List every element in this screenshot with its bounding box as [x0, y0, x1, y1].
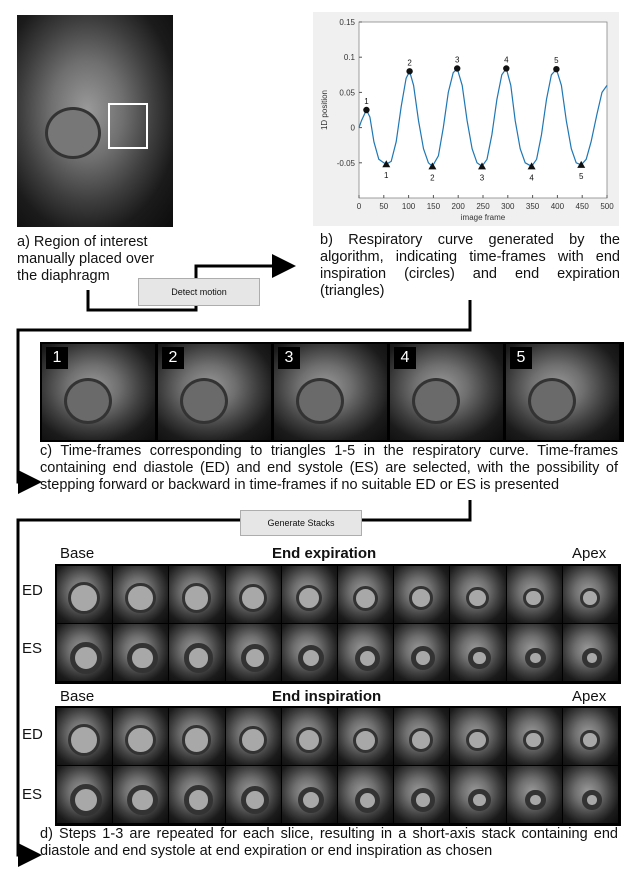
y-tick-label: 0 — [350, 123, 355, 133]
inspiration-marker — [454, 65, 460, 71]
heart-shape — [296, 585, 322, 611]
inspiration-es-slice — [450, 766, 506, 824]
inspiration-label: 2 — [407, 58, 412, 68]
time-frame-4[interactable] — [390, 344, 503, 440]
expiration-label: 4 — [529, 173, 534, 183]
heart-shape — [68, 582, 100, 614]
inspiration-label: 5 — [554, 56, 559, 66]
y-tick-label: -0.05 — [336, 158, 355, 168]
inspiration-ed-slice — [113, 708, 169, 766]
panel-c-caption: c) Time-frames corresponding to triangles 1-5 in the respiratory curve. Time-frames containing end diastole (ED) and end systole (ES) are selected, with the possibility of stepping forward or backward in time-frames if no suitable ED or ES is presented — [40, 443, 618, 493]
heart-shape — [412, 378, 460, 424]
heart-shape — [125, 725, 156, 756]
time-frame-number: 2 — [162, 347, 184, 369]
heart-shape — [353, 728, 378, 753]
expiration-es-slice — [394, 624, 450, 682]
expiration-ed-slice — [282, 566, 338, 624]
heart-shape — [184, 785, 213, 814]
inspiration-ed-slice — [226, 708, 282, 766]
heart-shape — [580, 730, 599, 749]
inspiration-ed-slice — [57, 708, 113, 766]
generate-stacks-button[interactable]: Generate Stacks — [240, 510, 362, 536]
expiration-ed-label: ED — [22, 582, 43, 599]
expiration-es-slice — [563, 624, 619, 682]
heart-shape — [182, 583, 211, 612]
heart-shape — [468, 789, 490, 811]
inspiration-title: End inspiration — [272, 688, 382, 705]
heart-shape — [466, 587, 488, 609]
inspiration-ed-label: ED — [22, 726, 43, 743]
heart-shape — [45, 107, 101, 159]
inspiration-label: 3 — [454, 55, 460, 65]
heart-shape — [296, 378, 344, 424]
panel-a-caption: a) Region of interest manually placed over the diaphragm — [17, 234, 155, 284]
time-frame-number: 4 — [394, 347, 416, 369]
time-frame-1[interactable] — [42, 344, 155, 440]
heart-shape — [411, 646, 435, 670]
expiration-ed-slice — [450, 566, 506, 624]
y-tick-label: 0.05 — [339, 88, 355, 98]
heart-shape — [355, 646, 380, 671]
expiration-ed-slice — [57, 566, 113, 624]
heart-shape — [582, 790, 601, 809]
expiration-label: 1 — [384, 171, 389, 181]
inspiration-label: 1 — [364, 97, 369, 106]
expiration-es-slice — [338, 624, 394, 682]
expiration-label: 3 — [479, 173, 485, 183]
expiration-es-slice — [282, 624, 338, 682]
expiration-base-label: Base — [60, 545, 95, 562]
time-frame-number: 5 — [510, 347, 532, 369]
inspiration-ed-slice — [169, 708, 225, 766]
expiration-es-slice — [226, 624, 282, 682]
heart-shape — [411, 788, 435, 812]
heart-shape — [184, 643, 213, 672]
expiration-ed-slice — [394, 566, 450, 624]
inspiration-base-label: Base — [60, 688, 95, 705]
heart-shape — [70, 642, 102, 674]
x-tick-label: 300 — [501, 202, 515, 211]
heart-shape — [127, 643, 158, 674]
heart-shape — [580, 588, 599, 607]
expiration-stack-grid — [55, 564, 621, 684]
inspiration-es-slice — [226, 766, 282, 824]
heart-shape — [525, 648, 546, 669]
y-axis-label: 1D position — [320, 89, 329, 131]
heart-shape — [582, 648, 601, 667]
expiration-ed-slice — [563, 566, 619, 624]
expiration-es-slice — [57, 624, 113, 682]
heart-shape — [241, 786, 269, 814]
expiration-ed-slice — [507, 566, 563, 624]
y-tick-label: 0.15 — [339, 18, 355, 27]
inspiration-marker — [406, 68, 412, 74]
expiration-ed-slice — [226, 566, 282, 624]
x-tick-label: 450 — [575, 202, 589, 211]
detect-motion-button[interactable]: Detect motion — [138, 278, 260, 306]
inspiration-es-slice — [169, 766, 225, 824]
inspiration-ed-slice — [282, 708, 338, 766]
inspiration-es-slice — [57, 766, 113, 824]
roi-rectangle[interactable] — [108, 103, 148, 149]
time-frame-number: 1 — [46, 347, 68, 369]
panel-b-caption: b) Respiratory curve generated by the algorithm, indicating time-frames with end inspiration (circles) and end expiration (triangles) — [320, 232, 620, 299]
x-tick-label: 0 — [356, 202, 362, 211]
heart-shape — [182, 725, 211, 754]
expiration-title: End expiration — [272, 545, 377, 562]
heart-shape — [353, 586, 378, 611]
inspiration-label: 4 — [504, 55, 509, 65]
time-frames-strip — [40, 342, 624, 442]
heart-shape — [70, 784, 102, 816]
expiration-es-slice — [507, 624, 563, 682]
expiration-es-slice — [169, 624, 225, 682]
heart-shape — [468, 647, 490, 669]
heart-shape — [241, 644, 269, 672]
x-tick-label: 500 — [600, 202, 614, 211]
expiration-es-slice — [450, 624, 506, 682]
heart-shape — [355, 788, 380, 813]
x-tick-label: 50 — [379, 202, 389, 211]
respiratory-chart-panel — [313, 12, 619, 226]
inspiration-apex-label: Apex — [572, 688, 607, 705]
x-tick-label: 150 — [426, 202, 441, 211]
heart-shape — [298, 645, 324, 671]
heart-shape — [528, 378, 576, 424]
inspiration-ed-slice — [563, 708, 619, 766]
expiration-es-slice — [113, 624, 169, 682]
x-tick-label: 200 — [451, 202, 465, 211]
inspiration-es-slice — [563, 766, 619, 824]
panel-d-caption: d) Steps 1-3 are repeated for each slice, resulting in a short-axis stack containing end diastole and end systole at end expiration or end inspiration as chosen — [40, 826, 618, 859]
expiration-label: 5 — [578, 171, 584, 181]
inspiration-es-slice — [338, 766, 394, 824]
x-axis-label: image frame — [460, 213, 506, 222]
x-tick-label: 400 — [550, 202, 565, 211]
heart-shape — [298, 787, 324, 813]
heart-shape — [296, 727, 322, 753]
inspiration-es-slice — [113, 766, 169, 824]
inspiration-ed-slice — [338, 708, 394, 766]
x-tick-label: 250 — [476, 202, 490, 211]
expiration-label: 2 — [430, 173, 435, 183]
inspiration-marker — [503, 65, 509, 71]
time-frame-5[interactable] — [506, 344, 619, 440]
inspiration-ed-slice — [394, 708, 450, 766]
heart-shape — [68, 724, 100, 756]
expiration-apex-label: Apex — [572, 545, 607, 562]
inspiration-ed-slice — [450, 708, 506, 766]
heart-shape — [523, 730, 544, 751]
time-frame-2[interactable] — [158, 344, 271, 440]
time-frame-3[interactable] — [274, 344, 387, 440]
y-tick-label: 0.1 — [343, 53, 355, 63]
heart-shape — [180, 378, 228, 424]
time-frame-number: 3 — [278, 347, 300, 369]
heart-shape — [523, 588, 544, 609]
inspiration-stack-grid — [55, 706, 621, 826]
inspiration-es-label: ES — [22, 786, 43, 803]
plot-area — [359, 22, 607, 198]
roi-mri-image — [17, 15, 173, 227]
x-tick-label: 100 — [401, 202, 416, 211]
heart-shape — [409, 586, 433, 610]
heart-shape — [239, 726, 267, 754]
inspiration-marker — [553, 66, 559, 72]
heart-shape — [409, 728, 433, 752]
inspiration-es-slice — [394, 766, 450, 824]
respiratory-curve-chart — [313, 12, 619, 226]
inspiration-marker — [363, 107, 369, 113]
heart-shape — [125, 583, 156, 614]
heart-shape — [64, 378, 112, 424]
heart-shape — [525, 790, 546, 811]
expiration-ed-slice — [113, 566, 169, 624]
heart-shape — [239, 584, 267, 612]
heart-shape — [127, 785, 158, 816]
inspiration-ed-slice — [507, 708, 563, 766]
x-tick-label: 350 — [525, 202, 540, 211]
expiration-ed-slice — [169, 566, 225, 624]
expiration-ed-slice — [338, 566, 394, 624]
inspiration-es-slice — [507, 766, 563, 824]
expiration-es-label: ES — [22, 640, 43, 657]
inspiration-es-slice — [282, 766, 338, 824]
heart-shape — [466, 729, 488, 751]
